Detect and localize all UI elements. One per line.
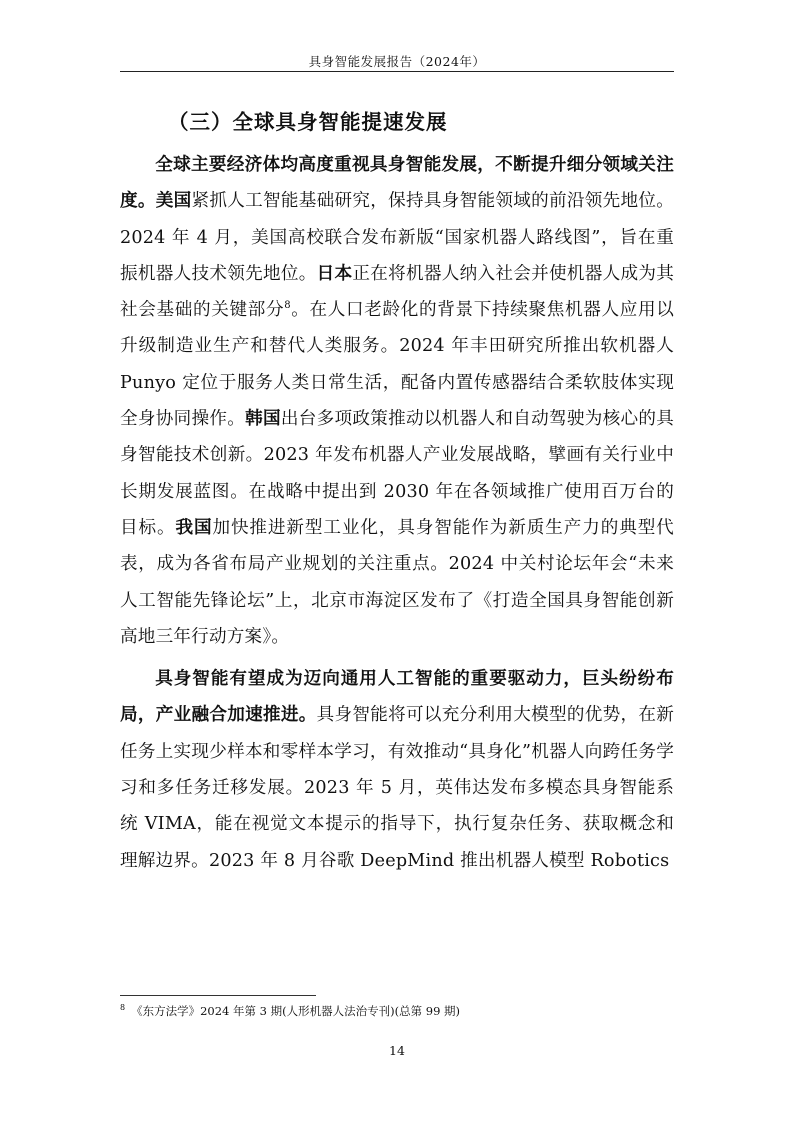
footnote xyxy=(120,1003,460,1019)
us-label: 美国 xyxy=(155,191,192,212)
footnote-text: 《东方法学》2024 年第 3 期(人形机器人法治专刊)(总第 99 期) xyxy=(131,1004,461,1018)
running-header: 具身智能发展报告（2024年） xyxy=(308,54,486,69)
china-label: 我国 xyxy=(175,517,213,538)
footnote-reference[interactable]: 8 xyxy=(284,300,291,312)
section-title: （三）全球具身智能提速发展 xyxy=(168,110,448,134)
paragraph-2 xyxy=(120,661,674,879)
korea-text: 出台多项政策推动以机器人和自动驾驶为核心的具身智能技术创新。2023 年发布机器人产业发展战略，擘画有关行业中长期发展蓝图。在战略中提出到 2030 年在各领域推广使用百万台的目标。 xyxy=(120,409,675,538)
footnote-rule xyxy=(120,995,316,996)
japan-text-continued: 。在人口老龄化的背景下持续聚焦机器人应用以升级制造业生产和替代人类服务。2024 年丰田研究所推出软机器人 Punyo 定位于服务人类日常生活，配备内置传感器结合柔软肢体实现全身协同操作。 xyxy=(120,300,674,430)
body-text xyxy=(120,147,674,885)
footnote-marker: 8 xyxy=(120,1003,126,1013)
paragraph-1-lead: 全球主要经济体均高度重视具身智能发展，不断提升细分领域关注度。 xyxy=(120,155,674,212)
paragraph-2-text: 具身智能将可以充分利用大模型的优势，在新任务上实现少样本和零样本学习，有效推动“具身化”机器人向跨任务学习和多任务迁移发展。2023 年 5 月，英伟达发布多模态具身智能系统 VIMA，能在视觉文本提示的指导下，执行复杂任务、获取概念和理解边界。2023 年 8 月谷歌 DeepMind 推出机器人模型 Robotics xyxy=(120,705,674,871)
japan-text: 正在将机器人纳入社会并使机器人成为其社会基础的关键部分 xyxy=(120,263,674,321)
japan-label: 日本 xyxy=(316,263,353,284)
page-number: 14 xyxy=(389,1043,405,1058)
header-rule xyxy=(120,71,674,72)
china-text: 加快推进新型工业化，具身智能作为新质生产力的典型代表，成为各省布局产业规划的关注重点。2024 中关村论坛年会“未来人工智能先锋论坛”上，北京市海淀区发布了《打造全国具身智能创新高地三年行动方案》。 xyxy=(120,517,674,647)
paragraph-1 xyxy=(120,147,674,655)
korea-label: 韩国 xyxy=(245,409,281,430)
paragraph-2-lead: 具身智能有望成为迈向通用人工智能的重要驱动力，巨头纷纷布局，产业融合加速推进。 xyxy=(120,669,674,726)
us-text: 紧抓人工智能基础研究，保持具身智能领域的前沿领先地位。2024 年 4 月，美国高校联合发布新版“国家机器人路线图”，旨在重振机器人技术领先地位。 xyxy=(120,191,674,284)
